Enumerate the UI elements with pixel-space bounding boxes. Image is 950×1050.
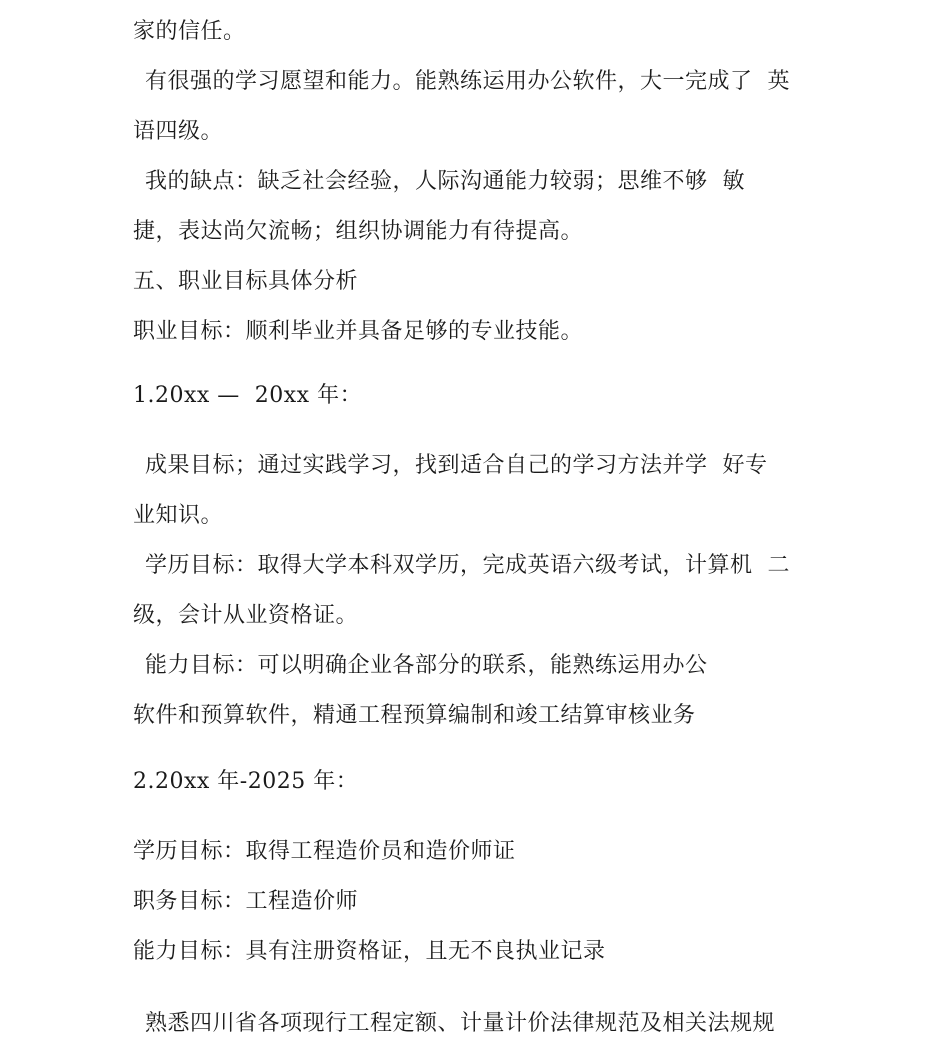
- text-line: 我的缺点：缺乏社会经验，人际沟通能力较弱；思维不够 敏: [145, 169, 745, 194]
- text-line: 熟悉四川省各项现行工程定额、计量计价法律规范及相关法规规: [145, 1011, 776, 1036]
- text-line: 学历目标：取得大学本科双学历，完成英语六级考试，计算机 二: [145, 553, 790, 578]
- text-line: 业知识。: [133, 503, 224, 528]
- period-heading: 2.20xx 年-2025 年：: [133, 769, 359, 794]
- text-line: 家的信任。: [133, 19, 246, 44]
- text-line: 捷，表达尚欠流畅；组织协调能力有待提高。: [133, 219, 584, 244]
- text-line: 有很强的学习愿望和能力。能熟练运用办公软件，大一完成了 英: [145, 69, 790, 94]
- text-line: 职业目标：顺利毕业并具备足够的专业技能。: [133, 319, 584, 344]
- text-line: 语四级。: [133, 119, 224, 144]
- section-heading: 五、职业目标具体分析: [133, 269, 359, 294]
- text-line: 能力目标：可以明确企业各部分的联系，能熟练运用办公: [145, 653, 708, 678]
- text-line: 职务目标：工程造价师: [133, 889, 359, 914]
- text-line: 学历目标：取得工程造价员和造价师证: [133, 839, 516, 864]
- text-line: 级，会计从业资格证。: [133, 603, 359, 628]
- text-line: 成果目标；通过实践学习，找到适合自己的学习方法并学 好专: [145, 453, 768, 478]
- text-line: 软件和预算软件，精通工程预算编制和竣工结算审核业务: [133, 703, 696, 728]
- period-heading: 1.20xx — 20xx 年：: [133, 383, 363, 408]
- text-line: 能力目标：具有注册资格证，且无不良执业记录: [133, 939, 606, 964]
